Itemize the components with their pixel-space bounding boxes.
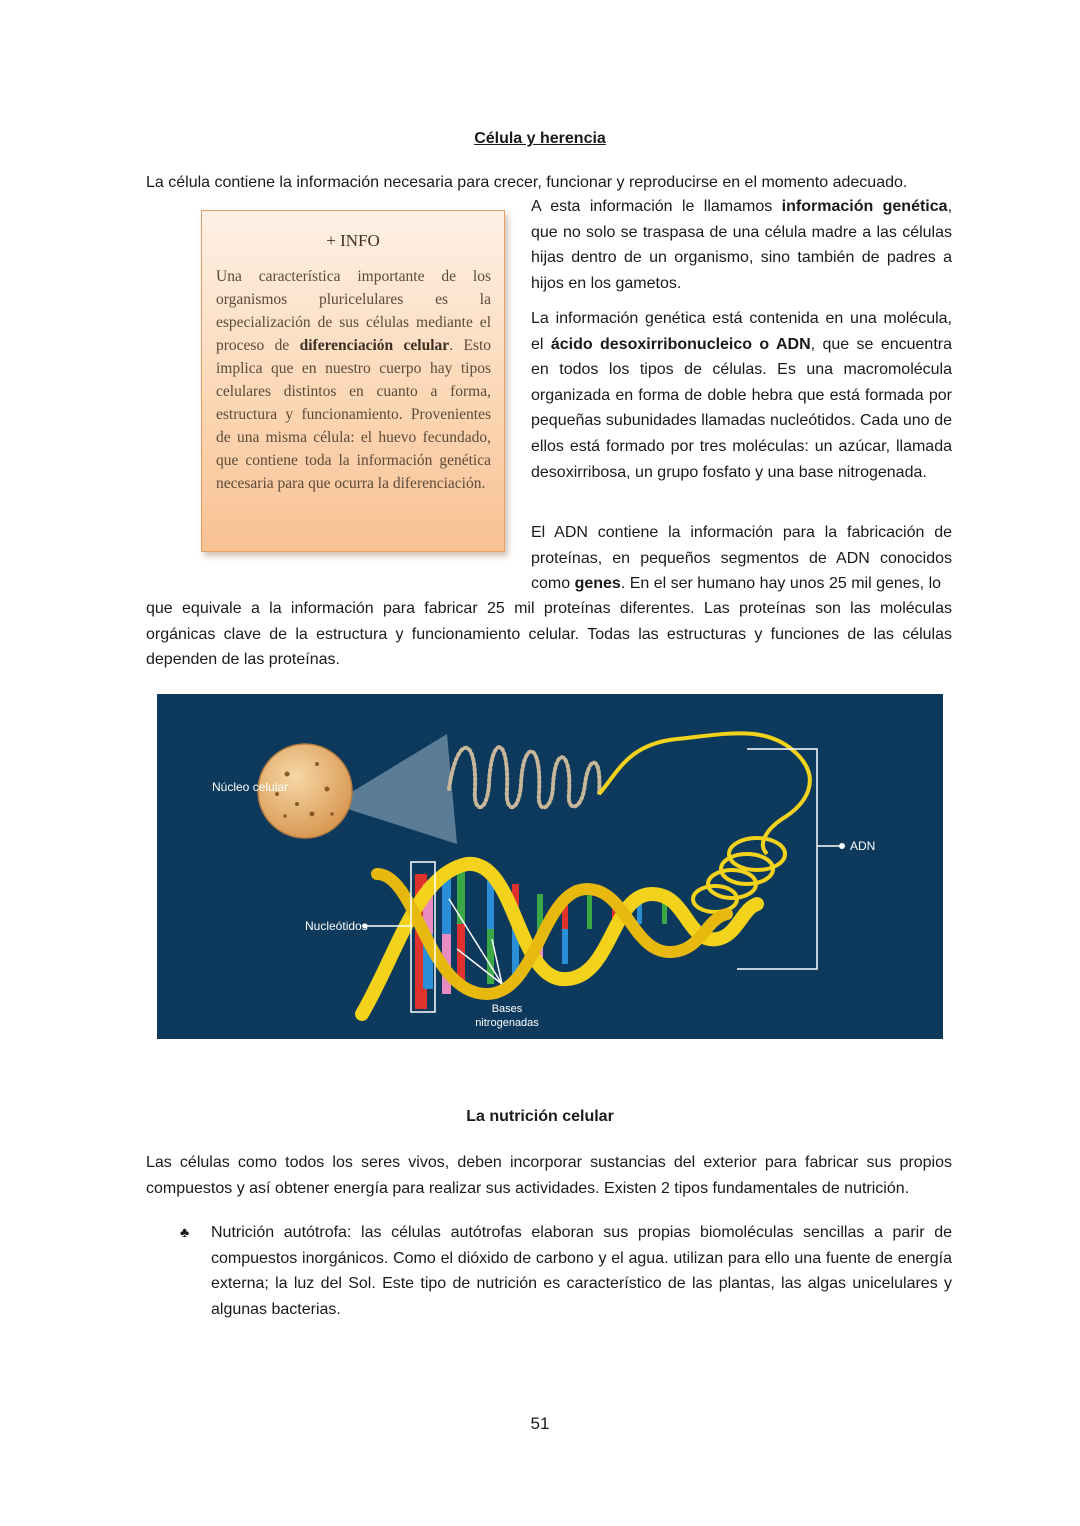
paragraph-genes: El ADN contiene la información para la fabricación de proteínas, en pequeños segmentos de ADN conocidos como genes. En el ser humano hay unos 25 mil genes, lo <box>531 524 952 593</box>
label-nucleus: Núcleo celular <box>212 780 289 794</box>
info-box <box>201 210 505 552</box>
intro-paragraph: La célula contiene la información necesaria para crecer, funcionar y reproducirse en el momento adecuado. <box>146 174 908 191</box>
info-box-heading: + INFO <box>326 231 380 250</box>
nutrition-intro: Las células como todos los seres vivos, deben incorporar sustancias del exterior para fabricar sus propios compuestos y así obtener energía para realizar sus actividades. Existen 2 tipos fundamentales de nutrición. <box>146 1154 952 1197</box>
section-subtitle: La nutrición celular <box>466 1108 614 1125</box>
paragraph-dna: La información genética está contenida en una molécula, el ácido desoxirribonucleico o ADN, que se encuentra en todos los tipos de células. Es una macromolécula organizada en forma de doble hebra que está formada por pequeñas subunidades llamadas nucleótidos. Cada uno de ellos está formado por tres moléculas: un azúcar, llamada desoxirribosa, un grupo fosfato y una base nitrogenada. <box>531 310 952 481</box>
paragraph-genetic-info: A esta información le llamamos información genética, que no solo se traspasa de una célula madre a las células hijas dentro de un organismo, sino también de padres a hijos en los gametos. <box>531 198 953 292</box>
bullet-text: Nutrición autótrofa: las células autótrofas elaboran sus propias biomoléculas sencillas a parir de compuestos inorgánicos. Como el dióxido de carbono y el agua. utilizan para ello una fuente de energía externa; la luz del Sol. Este tipo de nutrición es característico de las plantas, las algas unicelulares y algunas bacterias. <box>211 1224 952 1318</box>
label-bases-2: nitrogenadas <box>475 1017 539 1029</box>
page-number: 51 <box>530 1414 550 1433</box>
label-dna: ADN <box>850 839 876 853</box>
club-bullet-icon: ♣ <box>180 1224 190 1240</box>
figure-background <box>157 694 943 1039</box>
paragraph-proteins: que equivale a la información para fabricar 25 mil proteínas diferentes. Las proteínas son las moléculas orgánicas clave de la estructura y funcionamiento celular. Todas las estructuras y funciones de las células dependen de las proteínas. <box>146 600 952 669</box>
label-bases-1: Bases <box>491 1003 523 1015</box>
dna-figure <box>157 694 943 1039</box>
label-nucleotides: Nucleótidos <box>305 919 368 933</box>
info-box-text: Una característica importante de los organismos pluricelulares es la especialización de sus células mediante el proceso de diferenciación celular. Esto implica que en nuestro cuerpo hay tipos celulares distintos en cuanto a forma, estructura y funcionamiento. Provenientes de una misma célula: el huevo fecundado, que contiene toda la información genética necesaria para que ocurra la diferenciación. <box>216 268 492 492</box>
page-title: Célula y herencia <box>474 130 606 147</box>
